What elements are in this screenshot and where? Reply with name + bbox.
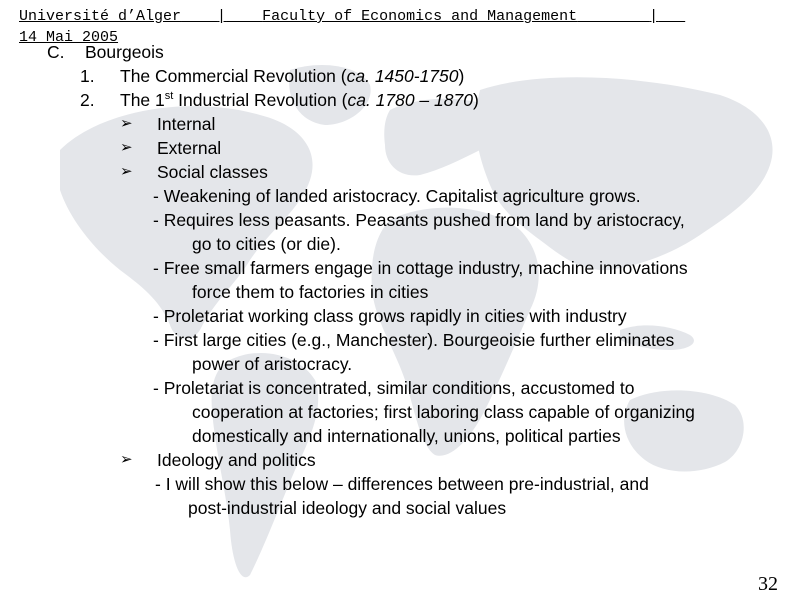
header-separator-2: | — [649, 8, 659, 25]
section-title: Bourgeois — [85, 42, 164, 62]
bullet-external: External — [157, 138, 222, 158]
bullet-ideology: Ideology and politics — [157, 450, 316, 470]
social-line: force them to factories in cities — [192, 282, 429, 302]
arrow-bullet-icon: ➢ — [120, 451, 133, 468]
ideology-line: post-industrial ideology and social values — [188, 498, 507, 518]
ideology-line: - I will show this below – differences between pre-industrial, and — [155, 474, 649, 494]
social-line: - Requires less peasants. Peasants pushed from land by aristocracy, — [153, 210, 685, 230]
social-line: - Free small farmers engage in cottage industry, machine innovations — [153, 258, 688, 278]
header-university: Université d’Alger — [19, 8, 182, 25]
social-line: domestically and internationally, unions, political parties — [192, 426, 621, 446]
social-line: - Proletariat working class grows rapidly in cities with industry — [153, 306, 627, 326]
item-2-dates: ca. 1780 – 1870 — [347, 90, 473, 110]
item-1-text: The Commercial Revolution (ca. 1450-1750) — [120, 66, 465, 86]
item-2-text: The 1st Industrial Revolution (ca. 1780 – 1870) — [120, 90, 479, 110]
item-2-marker: 2. — [80, 90, 95, 110]
arrow-bullet-icon: ➢ — [120, 139, 133, 156]
arrow-bullet-icon: ➢ — [120, 115, 133, 132]
section-marker: C. — [47, 42, 65, 62]
bullet-internal: Internal — [157, 114, 216, 134]
social-line: cooperation at factories; first laboring class capable of organizing — [192, 402, 695, 422]
bullet-social-classes: Social classes — [157, 162, 268, 182]
page-number: 32 — [758, 573, 778, 595]
header-faculty: Faculty of Economics and Management — [262, 8, 578, 25]
header-separator-1: | — [217, 8, 227, 25]
arrow-bullet-icon: ➢ — [120, 163, 133, 180]
social-line: - First large cities (e.g., Manchester). Bourgeoisie further eliminates — [153, 330, 675, 350]
header-date: 14 Mai 2005 — [19, 29, 119, 46]
social-line: - Proletariat is concentrated, similar conditions, accustomed to — [153, 378, 635, 398]
item-1-dates: ca. 1450-1750 — [346, 66, 459, 86]
social-line: power of aristocracy. — [192, 354, 353, 374]
social-line: go to cities (or die). — [192, 234, 341, 254]
item-1-marker: 1. — [80, 66, 95, 86]
header-line — [19, 9, 685, 25]
social-line: - Weakening of landed aristocracy. Capitalist agriculture grows. — [153, 186, 641, 206]
